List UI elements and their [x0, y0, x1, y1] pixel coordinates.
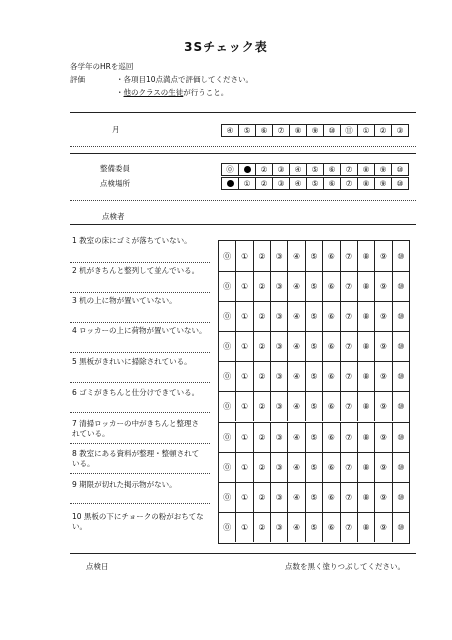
- checklist-item-text: [72, 480, 177, 490]
- month-cell[interactable]: ⑤: [238, 125, 255, 136]
- score-cell[interactable]: ⑥: [322, 452, 339, 482]
- score-cell[interactable]: ⑤: [305, 452, 322, 482]
- checklist-item-line2: い。: [72, 522, 87, 531]
- score-cell[interactable]: ①: [235, 452, 252, 482]
- location-cell[interactable]: ①: [238, 178, 255, 189]
- fill-instruction: 点数を黒く塗りつぶしてください。: [285, 562, 405, 571]
- score-cell[interactable]: ⑨: [374, 301, 391, 331]
- checklist-item-text: [72, 236, 192, 246]
- score-cell[interactable]: ⑤: [305, 301, 322, 331]
- score-row-separator: [219, 452, 409, 453]
- score-cell[interactable]: ⓪: [223, 522, 232, 532]
- score-cell[interactable]: ③: [270, 241, 287, 271]
- item-divider: [70, 322, 210, 323]
- score-cell[interactable]: ⓪: [223, 371, 232, 381]
- score-cell[interactable]: ③: [270, 422, 287, 452]
- eval-note-2-underlined: 他のクラスの生徒: [123, 88, 184, 97]
- score-cell[interactable]: ①: [235, 482, 252, 512]
- score-cell[interactable]: ⑩: [392, 301, 409, 331]
- score-cell[interactable]: ⑥: [322, 482, 339, 512]
- score-cell[interactable]: ⑨: [374, 271, 391, 301]
- month-cell[interactable]: ③: [391, 125, 408, 136]
- item-divider: [70, 412, 210, 413]
- month-cell[interactable]: ①: [357, 125, 374, 136]
- score-cell[interactable]: ⑩: [392, 361, 409, 391]
- score-cell[interactable]: ⑩: [392, 422, 409, 452]
- checklist-item-text: [72, 388, 199, 398]
- divider: [70, 112, 416, 113]
- score-cell[interactable]: ⑧: [357, 482, 374, 512]
- score-cell[interactable]: ⑤: [305, 422, 322, 452]
- committee-cell[interactable]: ②: [255, 164, 272, 175]
- score-cell[interactable]: ①: [235, 271, 252, 301]
- score-cell[interactable]: ⑤: [305, 391, 322, 421]
- score-cell[interactable]: ④: [287, 452, 304, 482]
- checklist-item-line1: 2 机がきちんと整列して並んでいる。: [72, 266, 200, 275]
- month-cell[interactable]: ⑧: [289, 125, 306, 136]
- checklist-item-line2: れている。: [72, 429, 110, 438]
- divider: [70, 224, 416, 225]
- score-row-separator: [219, 301, 409, 302]
- checklist-item-line2: いる。: [72, 459, 95, 468]
- score-cell[interactable]: ④: [287, 241, 304, 271]
- checklist-item-line1: 7 清掃ロッカーの中がきちんと整理さ: [72, 419, 200, 428]
- score-cell[interactable]: ⑦: [340, 391, 357, 421]
- score-cell[interactable]: ③: [270, 482, 287, 512]
- checklist-item-text: [72, 419, 199, 439]
- score-cell[interactable]: ④: [287, 331, 304, 361]
- score-cell[interactable]: ⑨: [374, 391, 391, 421]
- score-cell[interactable]: ⑩: [392, 271, 409, 301]
- score-cell[interactable]: ⑤: [305, 512, 322, 542]
- location-cell[interactable]: ②: [255, 178, 272, 189]
- month-cell[interactable]: ⑨: [306, 125, 323, 136]
- score-cell[interactable]: ⓪: [223, 281, 232, 291]
- score-cell[interactable]: ③: [270, 271, 287, 301]
- score-cell[interactable]: ⑦: [340, 512, 357, 542]
- score-cell[interactable]: ⑥: [322, 512, 339, 542]
- score-row-separator: [219, 482, 409, 483]
- score-cell[interactable]: ②: [253, 482, 270, 512]
- checklist-item-text: [72, 512, 204, 532]
- score-cell[interactable]: ⓪: [223, 492, 232, 502]
- score-row: [219, 241, 409, 271]
- score-row: [219, 331, 409, 361]
- score-row-separator: [219, 361, 409, 362]
- score-cell[interactable]: ④: [287, 301, 304, 331]
- score-row-separator: [219, 271, 409, 272]
- item-divider: [70, 443, 210, 444]
- checklist-item-line1: 10 黒板の下にチョークの粉がおちてな: [72, 512, 204, 521]
- checklist-item-text: [72, 326, 207, 336]
- month-cell[interactable]: ②: [374, 125, 391, 136]
- item-divider: [70, 382, 210, 383]
- committee-cell[interactable]: ⑩: [391, 164, 408, 175]
- score-cell[interactable]: ⑥: [322, 271, 339, 301]
- score-cell[interactable]: ④: [287, 512, 304, 542]
- score-row: [219, 452, 409, 482]
- score-cell[interactable]: ⑧: [357, 271, 374, 301]
- committee-cell[interactable]: ④: [289, 164, 306, 175]
- score-cell[interactable]: ②: [253, 512, 270, 542]
- score-row: [219, 271, 409, 301]
- score-cell[interactable]: ⓪: [223, 251, 232, 261]
- score-cell[interactable]: ⑦: [340, 271, 357, 301]
- committee-label: 整備委員: [100, 164, 130, 173]
- score-cell[interactable]: ③: [270, 361, 287, 391]
- score-cell[interactable]: ①: [235, 512, 252, 542]
- committee-grid: [221, 163, 409, 176]
- item-divider: [70, 473, 210, 474]
- score-cell[interactable]: ⑧: [357, 422, 374, 452]
- committee-cell[interactable]: ⑧: [357, 164, 374, 175]
- committee-cell[interactable]: ⑨: [374, 164, 391, 175]
- score-cell[interactable]: ⑤: [305, 482, 322, 512]
- score-cell[interactable]: ①: [235, 301, 252, 331]
- score-cell[interactable]: ⑥: [322, 361, 339, 391]
- committee-cell[interactable]: [238, 164, 255, 175]
- item-divider: [70, 352, 210, 353]
- location-cell[interactable]: [222, 178, 238, 189]
- score-cell[interactable]: ⑨: [374, 512, 391, 542]
- score-cell[interactable]: ⑩: [392, 331, 409, 361]
- location-cell[interactable]: ⑤: [306, 178, 323, 189]
- eval-note-2: [116, 88, 228, 98]
- eval-label: 評価: [70, 75, 85, 84]
- item-divider: [70, 292, 210, 293]
- score-row: [219, 512, 409, 542]
- score-cell[interactable]: ⑧: [357, 452, 374, 482]
- score-cell[interactable]: ⑦: [340, 331, 357, 361]
- location-cell[interactable]: ⑥: [323, 178, 340, 189]
- score-cell[interactable]: ⑨: [374, 331, 391, 361]
- score-cell[interactable]: ⑨: [374, 361, 391, 391]
- score-cell[interactable]: ⑧: [357, 331, 374, 361]
- score-cell[interactable]: ⑧: [357, 512, 374, 542]
- score-cell[interactable]: ④: [287, 482, 304, 512]
- score-cell[interactable]: ⓪: [223, 462, 232, 472]
- score-cell[interactable]: ④: [287, 361, 304, 391]
- score-cell[interactable]: ②: [253, 301, 270, 331]
- checklist-item-line1: 6 ゴミがきちんと仕分けできている。: [72, 388, 200, 397]
- location-cell[interactable]: ④: [289, 178, 306, 189]
- score-cell[interactable]: ⑨: [374, 241, 391, 271]
- score-cell[interactable]: ③: [270, 331, 287, 361]
- score-cell[interactable]: ③: [270, 391, 287, 421]
- score-cell[interactable]: ⑧: [357, 391, 374, 421]
- inspection-date-label: 点検日: [86, 562, 109, 571]
- score-cell[interactable]: ⓪: [223, 311, 232, 321]
- score-row: [219, 301, 409, 331]
- score-cell[interactable]: ⑥: [322, 331, 339, 361]
- score-cell[interactable]: ⓪: [223, 432, 232, 442]
- month-label: 月: [112, 125, 120, 134]
- divider: [70, 153, 416, 154]
- item-divider: [70, 262, 210, 263]
- score-cell[interactable]: ⓪: [223, 401, 232, 411]
- score-cell[interactable]: ⑤: [305, 361, 322, 391]
- score-cell[interactable]: ②: [253, 361, 270, 391]
- committee-cell[interactable]: ⓪: [226, 164, 234, 174]
- score-cell[interactable]: ⑦: [340, 241, 357, 271]
- location-cell[interactable]: ⑦: [340, 178, 357, 189]
- score-cell[interactable]: ②: [253, 271, 270, 301]
- month-cell[interactable]: ⑪: [340, 125, 357, 136]
- score-cell[interactable]: ⑩: [392, 241, 409, 271]
- score-cell[interactable]: ③: [270, 512, 287, 542]
- score-row: [219, 361, 409, 391]
- score-cell[interactable]: ⑩: [392, 391, 409, 421]
- eval-note-2-prefix: ・: [116, 88, 124, 97]
- filled-mark: [244, 166, 251, 173]
- checklist-item-text: [72, 266, 199, 276]
- committee-cell[interactable]: ⑤: [306, 164, 323, 175]
- score-cell[interactable]: ②: [253, 422, 270, 452]
- score-cell[interactable]: ⑥: [322, 241, 339, 271]
- month-cell[interactable]: ④: [226, 125, 234, 135]
- checklist-item-line1: 4 ロッカーの上に荷物が置いていない。: [72, 326, 207, 335]
- location-label: 点検場所: [100, 179, 130, 188]
- score-cell[interactable]: ⑤: [305, 331, 322, 361]
- score-grid: [218, 240, 410, 544]
- score-cell[interactable]: ③: [270, 301, 287, 331]
- checklist-item-text: [72, 449, 199, 469]
- month-cell[interactable]: ⑩: [323, 125, 340, 136]
- score-cell[interactable]: ②: [253, 452, 270, 482]
- score-cell[interactable]: ⑥: [322, 391, 339, 421]
- score-cell[interactable]: ⑦: [340, 361, 357, 391]
- score-cell[interactable]: ③: [270, 452, 287, 482]
- checklist-item-text: [72, 296, 177, 306]
- month-grid: [221, 124, 409, 137]
- score-cell[interactable]: ⑥: [322, 422, 339, 452]
- committee-cell[interactable]: ③: [272, 164, 289, 175]
- score-cell[interactable]: ⑨: [374, 422, 391, 452]
- page-title: 3Sチェック表: [184, 40, 268, 54]
- score-cell[interactable]: ①: [235, 361, 252, 391]
- score-cell[interactable]: ⓪: [223, 341, 232, 351]
- committee-cell[interactable]: ⑥: [323, 164, 340, 175]
- score-cell[interactable]: ⑤: [305, 241, 322, 271]
- score-cell[interactable]: ⑩: [392, 512, 409, 542]
- location-cell[interactable]: ③: [272, 178, 289, 189]
- score-row-separator: [219, 391, 409, 392]
- score-cell[interactable]: ①: [235, 391, 252, 421]
- checklist-item-text: [72, 357, 192, 367]
- committee-cell[interactable]: ⑦: [340, 164, 357, 175]
- filled-mark: [227, 180, 234, 187]
- score-cell[interactable]: ②: [253, 331, 270, 361]
- divider: [70, 146, 416, 147]
- divider: [70, 200, 416, 201]
- score-cell[interactable]: ⑦: [340, 482, 357, 512]
- score-cell[interactable]: ⑧: [357, 241, 374, 271]
- location-grid: [221, 177, 409, 190]
- score-row-separator: [219, 331, 409, 332]
- score-cell[interactable]: ⑦: [340, 422, 357, 452]
- header-line1: 各学年のHRを巡回: [70, 62, 134, 71]
- item-divider: [70, 503, 210, 504]
- checklist-item-line1: 3 机の上に物が置いていない。: [72, 296, 177, 305]
- score-cell[interactable]: ⑨: [374, 482, 391, 512]
- score-cell[interactable]: ④: [287, 422, 304, 452]
- checklist-item-line1: 9 期限が切れた掲示物がない。: [72, 480, 177, 489]
- score-cell[interactable]: ⑩: [392, 452, 409, 482]
- divider: [70, 553, 416, 554]
- score-cell[interactable]: ①: [235, 241, 252, 271]
- score-cell[interactable]: ①: [235, 422, 252, 452]
- location-cell[interactable]: ⑧: [357, 178, 374, 189]
- score-row: [219, 482, 409, 512]
- location-cell[interactable]: ⑨: [374, 178, 391, 189]
- eval-note-2-suffix: が行うこと。: [183, 88, 229, 97]
- score-cell[interactable]: ⑤: [305, 271, 322, 301]
- month-cell[interactable]: ⑦: [272, 125, 289, 136]
- score-cell[interactable]: ④: [287, 391, 304, 421]
- score-cell[interactable]: ②: [253, 241, 270, 271]
- eval-note-1: ・各項目10点満点で評価してください。: [116, 75, 254, 84]
- score-cell[interactable]: ①: [235, 331, 252, 361]
- score-row: [219, 422, 409, 452]
- score-cell[interactable]: ⑦: [340, 452, 357, 482]
- score-cell[interactable]: ⑦: [340, 301, 357, 331]
- checklist-item-line1: 5 黒板がきれいに掃除されている。: [72, 357, 192, 366]
- inspector-label: 点検者: [102, 212, 125, 221]
- score-cell[interactable]: ⑥: [322, 301, 339, 331]
- score-row-separator: [219, 422, 409, 423]
- score-cell[interactable]: ⑨: [374, 452, 391, 482]
- score-row-separator: [219, 512, 409, 513]
- score-row: [219, 391, 409, 421]
- score-cell[interactable]: ⑩: [392, 482, 409, 512]
- score-cell[interactable]: ⑧: [357, 301, 374, 331]
- checklist-item-line1: 1 教室の床にゴミが落ちていない。: [72, 236, 192, 245]
- score-cell[interactable]: ⑧: [357, 361, 374, 391]
- score-cell[interactable]: ④: [287, 271, 304, 301]
- score-cell[interactable]: ②: [253, 391, 270, 421]
- month-cell[interactable]: ⑥: [255, 125, 272, 136]
- checklist-item-line1: 8 教室にある資料が整理・整頓されて: [72, 449, 200, 458]
- location-cell[interactable]: ⑩: [391, 178, 408, 189]
